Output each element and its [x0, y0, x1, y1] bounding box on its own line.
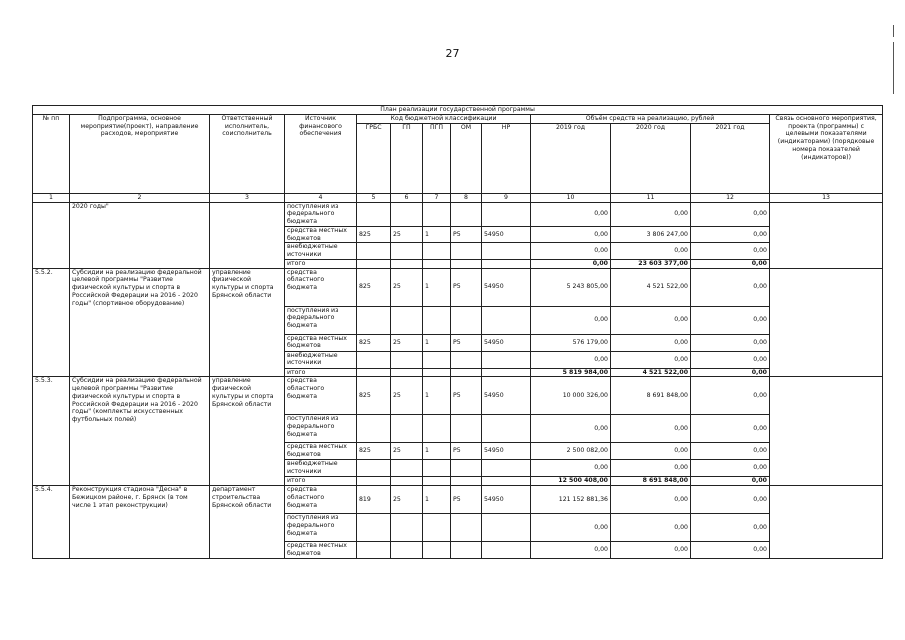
- total-2020: 4 521 522,00: [611, 368, 691, 377]
- row-num: 5.5.4.: [33, 486, 70, 559]
- source-cell: поступления из федерального бюджета: [285, 415, 357, 443]
- gp-cell: 25: [391, 486, 423, 514]
- header-volume: Объём средств на реализацию, рублей: [531, 114, 770, 123]
- total-2020: 23 603 377,00: [611, 259, 691, 268]
- row-desc: Субсидии на реализацию федеральной целевой программы "Развитие физической культуры и спорта в Российской Федерации на 2016 - 2020 годы" (комплекты искусственных футбольных полей): [70, 377, 210, 486]
- om-cell: P5: [451, 486, 482, 514]
- source-cell: средства областного бюджета: [285, 377, 357, 415]
- source-cell: внебюджетные источники: [285, 243, 357, 260]
- index-cell: 8: [451, 193, 482, 202]
- nr-cell: 54950: [482, 334, 531, 351]
- header-source: Источник финансового обеспечения: [285, 114, 357, 193]
- total-2021: 0,00: [691, 259, 770, 268]
- value-2021: 0,00: [691, 351, 770, 368]
- value-2019: 0,00: [531, 460, 611, 477]
- value-2019: 0,00: [531, 226, 611, 243]
- value-2019: 121 152 881,36: [531, 486, 611, 514]
- value-2020: 0,00: [611, 306, 691, 334]
- value-2021: 0,00: [691, 443, 770, 460]
- source-cell: поступления из федерального бюджета: [285, 514, 357, 542]
- value-2019: 0,00: [531, 202, 611, 226]
- table-row: [33, 268, 883, 306]
- pgp-cell: 1: [423, 268, 451, 306]
- index-cell: 2: [70, 193, 210, 202]
- index-cell: 3: [210, 193, 285, 202]
- pgp-cell: 1: [423, 443, 451, 460]
- value-2020: 4 521 522,00: [611, 268, 691, 306]
- value-2020: 0,00: [611, 334, 691, 351]
- header-nr: НР: [482, 123, 531, 193]
- header-responsible: Ответственный исполнитель, соисполнитель: [210, 114, 285, 193]
- value-2020: 0,00: [611, 542, 691, 559]
- total-2019: 0,00: [531, 259, 611, 268]
- value-2021: 0,00: [691, 542, 770, 559]
- total-2021: 0,00: [691, 368, 770, 377]
- grbs-cell: 825: [357, 268, 391, 306]
- nr-cell: 54950: [482, 443, 531, 460]
- source-cell: средства областного бюджета: [285, 486, 357, 514]
- row-link: [770, 377, 883, 486]
- value-2020: 0,00: [611, 460, 691, 477]
- value-2021: 0,00: [691, 306, 770, 334]
- value-2020: 8 691 848,00: [611, 377, 691, 415]
- row-responsible: департамент строительства Брянской области: [210, 486, 285, 559]
- index-cell: 9: [482, 193, 531, 202]
- grbs-cell: 825: [357, 377, 391, 415]
- value-2019: 5 243 805,00: [531, 268, 611, 306]
- header-2019: 2019 год: [531, 123, 611, 193]
- header-link: Связь основного мероприятия, проекта (программы) с целевыми показателями (индикаторами) (порядковые номера показателей (индикаторов)): [770, 114, 883, 193]
- scan-edge-line: [893, 25, 894, 37]
- value-2019: 0,00: [531, 514, 611, 542]
- value-2020: 0,00: [611, 415, 691, 443]
- source-cell: средства местных бюджетов: [285, 542, 357, 559]
- row-responsible: управление физической культуры и спорта Брянской области: [210, 268, 285, 377]
- value-2019: 2 500 082,00: [531, 443, 611, 460]
- grbs-cell: 825: [357, 334, 391, 351]
- source-cell: внебюджетные источники: [285, 351, 357, 368]
- row-num: 5.5.2.: [33, 268, 70, 377]
- row-link: [770, 486, 883, 559]
- nr-cell: 54950: [482, 226, 531, 243]
- scan-edge-line: [893, 42, 894, 94]
- value-2021: 0,00: [691, 334, 770, 351]
- row-num: 5.5.3.: [33, 377, 70, 486]
- total-2020: 8 691 848,00: [611, 477, 691, 486]
- source-cell: итого: [285, 368, 357, 377]
- header-gp: ГП: [391, 123, 423, 193]
- nr-cell: 54950: [482, 377, 531, 415]
- row-num: [33, 202, 70, 268]
- source-cell: поступления из федерального бюджета: [285, 202, 357, 226]
- total-2019: 5 819 984,00: [531, 368, 611, 377]
- source-cell: итого: [285, 259, 357, 268]
- gp-cell: 25: [391, 443, 423, 460]
- row-desc: 2020 годы": [70, 202, 210, 268]
- value-2019: 0,00: [531, 243, 611, 260]
- value-2021: 0,00: [691, 514, 770, 542]
- index-cell: 12: [691, 193, 770, 202]
- row-link: [770, 268, 883, 377]
- table-row: [33, 377, 883, 415]
- value-2020: 0,00: [611, 351, 691, 368]
- value-2020: 0,00: [611, 514, 691, 542]
- gp-cell: 25: [391, 334, 423, 351]
- value-2020: 3 806 247,00: [611, 226, 691, 243]
- value-2019: 0,00: [531, 542, 611, 559]
- value-2021: 0,00: [691, 243, 770, 260]
- header-num: № пп: [33, 114, 70, 193]
- grbs-cell: 819: [357, 486, 391, 514]
- index-cell: 6: [391, 193, 423, 202]
- table-row: [33, 202, 883, 226]
- value-2021: 0,00: [691, 202, 770, 226]
- om-cell: P5: [451, 226, 482, 243]
- om-cell: P5: [451, 334, 482, 351]
- header-om: ОМ: [451, 123, 482, 193]
- value-2021: 0,00: [691, 226, 770, 243]
- pgp-cell: 1: [423, 486, 451, 514]
- header-2020: 2020 год: [611, 123, 691, 193]
- nr-cell: 54950: [482, 268, 531, 306]
- plan-title: План реализации государственной программы: [33, 106, 883, 115]
- value-2019: 0,00: [531, 306, 611, 334]
- source-cell: внебюджетные источники: [285, 460, 357, 477]
- total-2021: 0,00: [691, 477, 770, 486]
- pgp-cell: 1: [423, 377, 451, 415]
- row-desc: Субсидии на реализацию федеральной целевой программы "Развитие физической культуры и спорта в Российской Федерации на 2016 - 2020 годы" (спортивное оборудование): [70, 268, 210, 377]
- header-pgp: ПГП: [423, 123, 451, 193]
- value-2020: 0,00: [611, 443, 691, 460]
- value-2021: 0,00: [691, 415, 770, 443]
- budget-plan-table: [32, 105, 883, 559]
- header-2021: 2021 год: [691, 123, 770, 193]
- table-row: [33, 486, 883, 514]
- gp-cell: 25: [391, 226, 423, 243]
- value-2019: 10 000 326,00: [531, 377, 611, 415]
- source-cell: средства местных бюджетов: [285, 443, 357, 460]
- pgp-cell: 1: [423, 226, 451, 243]
- grbs-cell: 825: [357, 226, 391, 243]
- gp-cell: 25: [391, 377, 423, 415]
- source-cell: средства местных бюджетов: [285, 334, 357, 351]
- om-cell: P5: [451, 377, 482, 415]
- index-cell: 13: [770, 193, 883, 202]
- value-2019: 576 179,00: [531, 334, 611, 351]
- header-budget-code: Код бюджетной классификации: [357, 114, 531, 123]
- source-cell: средства местных бюджетов: [285, 226, 357, 243]
- value-2021: 0,00: [691, 460, 770, 477]
- grbs-cell: 825: [357, 443, 391, 460]
- value-2021: 0,00: [691, 268, 770, 306]
- value-2020: 0,00: [611, 243, 691, 260]
- total-2019: 12 500 408,00: [531, 477, 611, 486]
- gp-cell: 25: [391, 268, 423, 306]
- source-cell: итого: [285, 477, 357, 486]
- value-2019: 0,00: [531, 415, 611, 443]
- value-2021: 0,00: [691, 377, 770, 415]
- row-responsible: управление физической культуры и спорта Брянской области: [210, 377, 285, 486]
- index-cell: 5: [357, 193, 391, 202]
- index-cell: 1: [33, 193, 70, 202]
- header-subprogram: Подпрограмма, основное мероприятие(проект), направление расходов, мероприятие: [70, 114, 210, 193]
- row-responsible: [210, 202, 285, 268]
- source-cell: средства областного бюджета: [285, 268, 357, 306]
- pgp-cell: 1: [423, 334, 451, 351]
- value-2019: 0,00: [531, 351, 611, 368]
- page-number: 27: [445, 47, 460, 60]
- om-cell: P5: [451, 443, 482, 460]
- value-2020: 0,00: [611, 486, 691, 514]
- value-2021: 0,00: [691, 486, 770, 514]
- source-cell: поступления из федерального бюджета: [285, 306, 357, 334]
- nr-cell: 54950: [482, 486, 531, 514]
- index-cell: 11: [611, 193, 691, 202]
- header-grbs: ГРБС: [357, 123, 391, 193]
- index-cell: 10: [531, 193, 611, 202]
- index-cell: 4: [285, 193, 357, 202]
- value-2020: 0,00: [611, 202, 691, 226]
- om-cell: P5: [451, 268, 482, 306]
- row-desc: Реконструкция стадиона "Десна" в Бежицком районе, г. Брянск (в том числе 1 этап реконструкции): [70, 486, 210, 559]
- index-cell: 7: [423, 193, 451, 202]
- row-link: [770, 202, 883, 268]
